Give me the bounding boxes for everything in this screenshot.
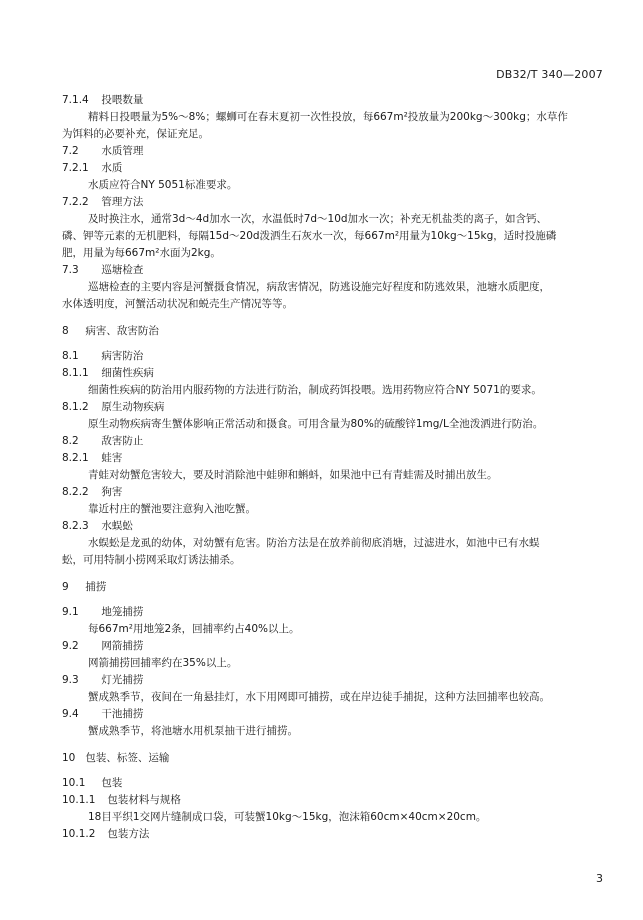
section-number: 7.2.1 bbox=[62, 162, 89, 174]
chapter-title: 病害、敌害防治 bbox=[85, 325, 159, 337]
section-heading bbox=[0, 826, 643, 843]
paragraph-line: 蚣，可用特制小捞网采取灯诱法捕杀。 bbox=[62, 554, 241, 566]
chapter-title: 包装、标签、运输 bbox=[85, 752, 170, 764]
section-title: 干池捕捞 bbox=[101, 708, 144, 720]
section-number: 10.1.2 bbox=[62, 828, 96, 840]
paragraph-line: 原生动物疾病寄生蟹体影响正常活动和摄食。可用含量为80%的硫酸锌1mg/L全池泼洒进行防治。 bbox=[88, 418, 544, 430]
chapter-number: 9 bbox=[62, 581, 69, 593]
document-body bbox=[0, 92, 643, 843]
section-heading bbox=[0, 638, 643, 655]
section-heading bbox=[0, 262, 643, 279]
section-number: 8.1.2 bbox=[62, 401, 89, 413]
paragraph-line: 细菌性疾病的防治用内服药物的方法进行防治，制成药饵投喂。选用药物应符合NY 5071的要求。 bbox=[88, 384, 542, 396]
section-heading bbox=[0, 792, 643, 809]
chapter-title: 捕捞 bbox=[85, 581, 107, 593]
section-title: 水质 bbox=[101, 162, 123, 174]
section-heading bbox=[0, 365, 643, 382]
section-number: 8.2 bbox=[62, 435, 79, 447]
chapter-number: 8 bbox=[62, 325, 69, 337]
chapter-heading bbox=[0, 323, 643, 340]
section-number: 8.2.1 bbox=[62, 452, 89, 464]
paragraph-line: 每667m²用地笼2条，回捕率约占40%以上。 bbox=[88, 623, 300, 635]
paragraph-line: 水蜈蚣是龙虱的幼体，对幼蟹有危害。防治方法是在放养前彻底消塘，过滤进水，如池中已有水蜈 bbox=[88, 537, 540, 549]
section-heading bbox=[0, 194, 643, 211]
chapter-heading bbox=[0, 750, 643, 767]
paragraph-line: 网箭捕捞回捕率约在35%以上。 bbox=[88, 657, 238, 669]
section-heading bbox=[0, 92, 643, 109]
section-title: 包装材料与规格 bbox=[107, 794, 181, 806]
section-number: 9.1 bbox=[62, 606, 79, 618]
section-number: 7.1.4 bbox=[62, 94, 89, 106]
section-heading bbox=[0, 706, 643, 723]
section-title: 敌害防止 bbox=[101, 435, 144, 447]
paragraph-line: 磷、钾等元素的无机肥料，每隔15d～20d泼洒生石灰水一次，每667m²用量为10kg～15kg，适时投施磷 bbox=[62, 230, 557, 242]
paragraph-line: 巡塘检查的主要内容是河蟹摄食情况，病敌害情况，防逃设施完好程度和防逃效果，池塘水质肥度， bbox=[88, 281, 550, 293]
section-title: 包装方法 bbox=[107, 828, 150, 840]
section-number: 9.4 bbox=[62, 708, 79, 720]
section-heading bbox=[0, 672, 643, 689]
section-number: 9.3 bbox=[62, 674, 79, 686]
section-number: 9.2 bbox=[62, 640, 79, 652]
section-heading bbox=[0, 143, 643, 160]
paragraph-line: 肥，用量为每667m²水面为2kg。 bbox=[62, 247, 221, 259]
section-number: 10.1 bbox=[62, 777, 86, 789]
section-heading bbox=[0, 399, 643, 416]
chapter-heading bbox=[0, 579, 643, 596]
section-title: 网箭捕捞 bbox=[101, 640, 144, 652]
section-heading bbox=[0, 160, 643, 177]
section-number: 7.2 bbox=[62, 145, 79, 157]
paragraph-line: 蟹成熟季节，夜间在一角悬挂灯，水下用网即可捕捞，或在岸边徒手捕捉，这种方法回捕率也较高。 bbox=[88, 691, 550, 703]
paragraph-line: 及时换注水，通常3d～4d加水一次，水温低时7d～10d加水一次；补充无机盐类的离子，如含钙、 bbox=[88, 213, 548, 225]
section-title: 水蜈蚣 bbox=[101, 520, 133, 532]
section-title: 狗害 bbox=[101, 486, 123, 498]
section-heading bbox=[0, 348, 643, 365]
section-title: 蛙害 bbox=[101, 452, 123, 464]
section-number: 8.1 bbox=[62, 350, 79, 362]
paragraph-line: 精料日投喂量为5%～8%；螺蛳可在春末夏初一次性投放，每667m²投放量为200kg～300kg；水草作 bbox=[88, 111, 568, 123]
section-heading bbox=[0, 450, 643, 467]
paragraph-line: 18目平织1交网片缝制成口袋，可装蟹10kg～15kg，泡沫箱60cm×40cm×20cm。 bbox=[88, 811, 487, 823]
paragraph-line: 水质应符合NY 5051标准要求。 bbox=[88, 179, 238, 191]
chapter-number: 10 bbox=[62, 752, 76, 764]
section-number: 10.1.1 bbox=[62, 794, 96, 806]
section-heading bbox=[0, 775, 643, 792]
section-title: 包装 bbox=[101, 777, 123, 789]
paragraph-line: 青蛙对幼蟹危害较大，要及时消除池中蛙卵和蝌蚪，如果池中已有青蛙需及时捕出放生。 bbox=[88, 469, 498, 481]
section-title: 病害防治 bbox=[101, 350, 144, 362]
section-title: 细菌性疾病 bbox=[101, 367, 154, 379]
paragraph-line: 水体透明度，河蟹活动状况和蜕壳生产情况等等。 bbox=[62, 298, 293, 310]
section-number: 8.1.1 bbox=[62, 367, 89, 379]
page-number: 3 bbox=[596, 872, 603, 885]
section-title: 水质管理 bbox=[101, 145, 144, 157]
section-heading bbox=[0, 518, 643, 535]
document-code: DB32/T 340—2007 bbox=[496, 68, 603, 81]
section-title: 投喂数量 bbox=[101, 94, 144, 106]
section-number: 7.3 bbox=[62, 264, 79, 276]
section-title: 巡塘检查 bbox=[101, 264, 144, 276]
section-heading bbox=[0, 484, 643, 501]
section-title: 原生动物疾病 bbox=[101, 401, 165, 413]
section-number: 8.2.3 bbox=[62, 520, 89, 532]
section-number: 7.2.2 bbox=[62, 196, 89, 208]
paragraph-line: 靠近村庄的蟹池要注意狗入池吃蟹。 bbox=[88, 503, 256, 515]
section-title: 灯光捕捞 bbox=[101, 674, 144, 686]
section-heading bbox=[0, 604, 643, 621]
section-title: 地笼捕捞 bbox=[101, 606, 144, 618]
paragraph-line: 蟹成熟季节，将池塘水用机泵抽干进行捕捞。 bbox=[88, 725, 298, 737]
section-number: 8.2.2 bbox=[62, 486, 89, 498]
section-title: 管理方法 bbox=[101, 196, 144, 208]
section-heading bbox=[0, 433, 643, 450]
paragraph-line: 为饵料的必要补充，保证充足。 bbox=[62, 128, 209, 140]
